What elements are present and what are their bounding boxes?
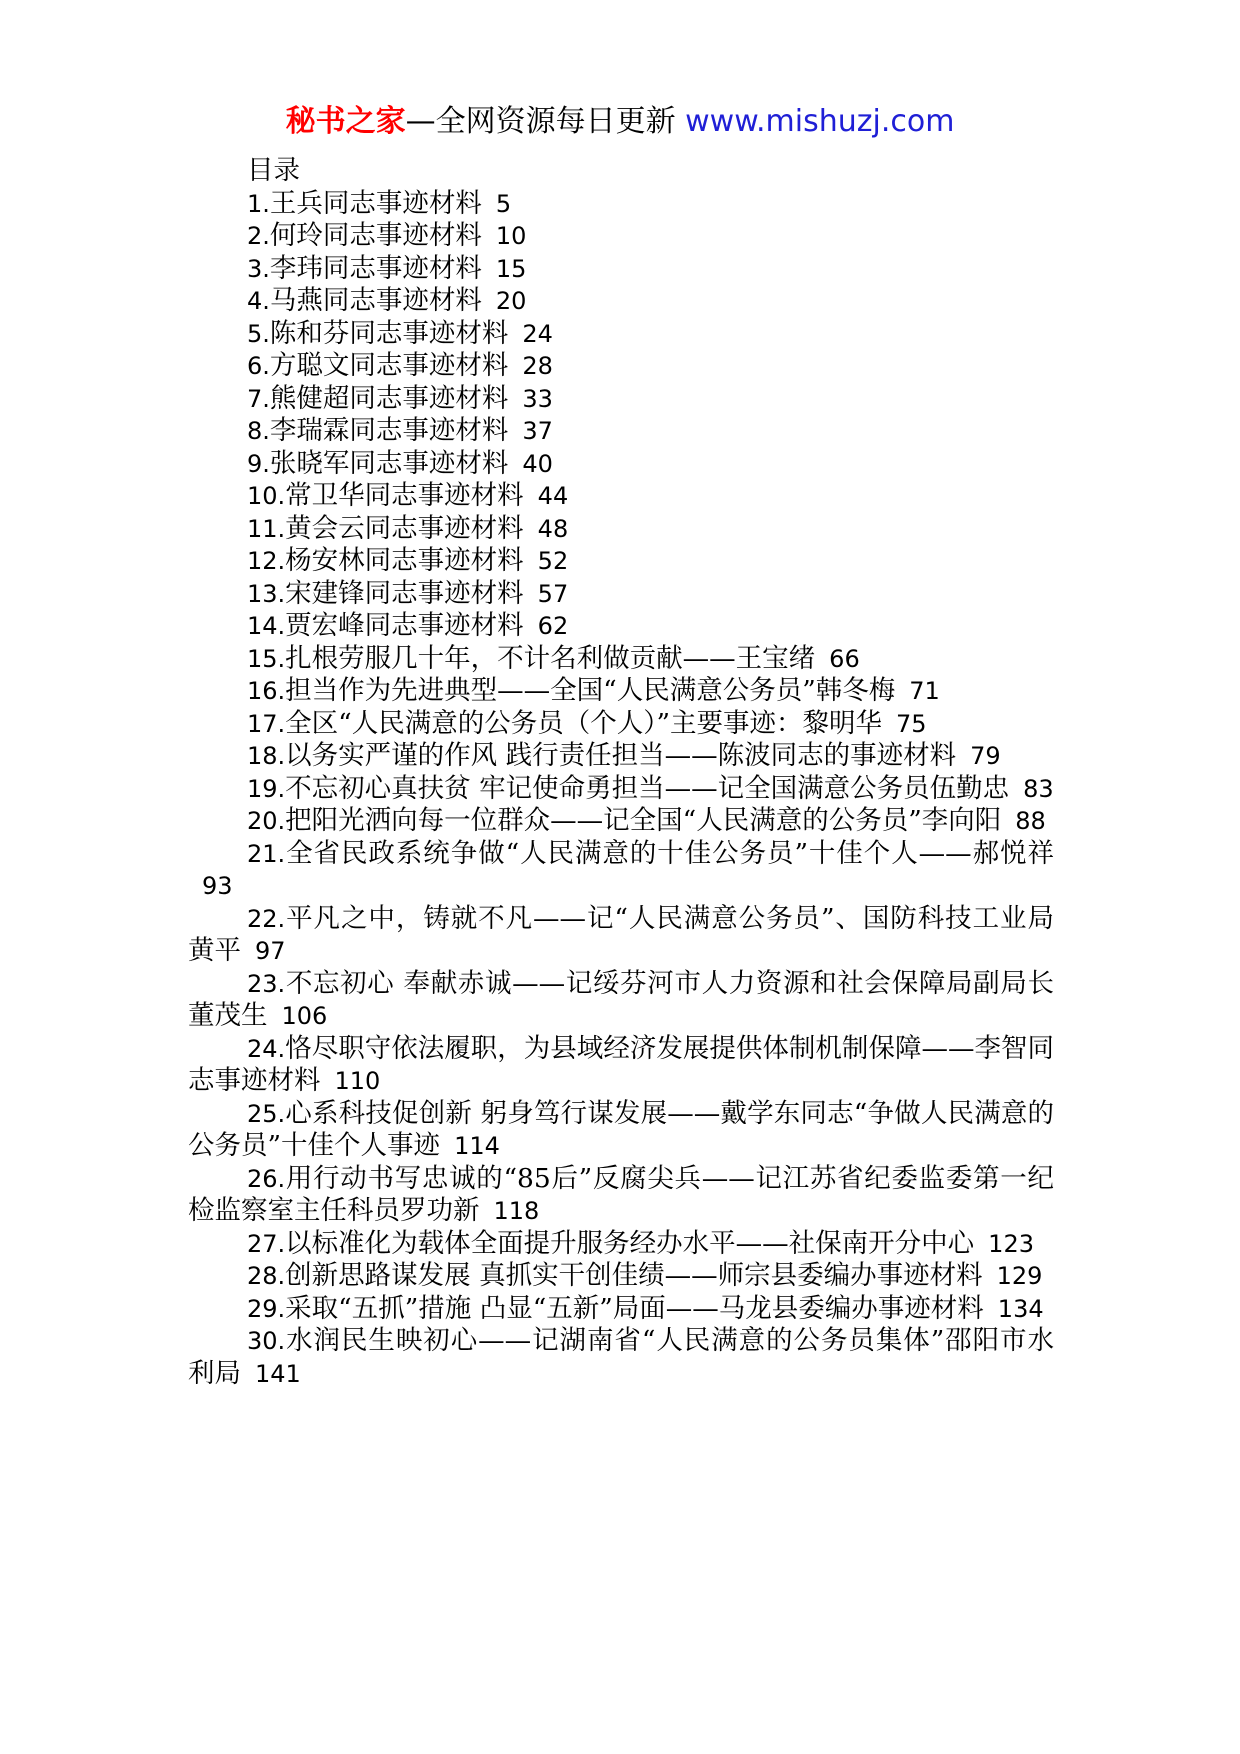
toc-item-title: 全省民政系统争做“人民满意的十佳公务员”十佳个人——郝悦祥 (285, 837, 1054, 869)
toc-item[interactable] (188, 513, 1054, 546)
toc-item-title: 扎根劳服几十年，不计名利做贡献——王宝绪 (285, 642, 816, 674)
toc-item-title: 水润民生映初心——记湖南省“人民满意的公务员集体”邵阳市水利局 (188, 1325, 1054, 1389)
toc-item-title: 创新思路谋发展 真抓实干创佳绩——师宗县委编办事迹材料 (285, 1260, 983, 1291)
toc-item-page: 71 (909, 677, 940, 705)
table-of-contents (188, 155, 1054, 1390)
toc-item-title: 心系科技促创新 躬身笃行谋发展——戴学东同志“争做人民满意的公务员”十佳个人事迹 (188, 1097, 1054, 1161)
toc-item-title: 张晓军同志事迹材料 (269, 447, 509, 479)
toc-item[interactable] (188, 968, 1054, 1033)
toc-item-number: 23. (247, 969, 286, 998)
toc-item-page: 62 (537, 612, 569, 640)
toc-item-page: 5 (495, 189, 512, 218)
toc-item[interactable] (188, 318, 1054, 351)
toc-item-number: 18. (247, 742, 286, 770)
toc-item-page: 15 (495, 254, 527, 283)
toc-item[interactable] (188, 578, 1054, 611)
toc-item-number: 22. (247, 904, 286, 933)
page-header (0, 102, 1240, 142)
toc-item-title: 恪尽职守依法履职，为县域经济发展提供体制机制保障——李智同志事迹材料 (188, 1032, 1054, 1096)
toc-item-page: 75 (896, 709, 927, 738)
toc-item-title: 平凡之中，铸就不凡——记“人民满意公务员”、国防科技工业局黄平 (188, 902, 1054, 966)
toc-item-title: 不忘初心 奉献赤诚——记绥芬河市人力资源和社会保障局副局长董茂生 (188, 967, 1054, 1031)
toc-item-title: 用行动书写忠诚的“85后”反腐尖兵——记江苏省纪委监委第一纪检监察室主任科员罗功新 (188, 1162, 1054, 1226)
toc-item[interactable] (188, 773, 1054, 806)
toc-item[interactable] (188, 1033, 1054, 1098)
toc-item-title: 李玮同志事迹材料 (269, 252, 482, 284)
toc-item-number: 24. (247, 1034, 286, 1063)
toc-item-number: 14. (247, 612, 286, 640)
toc-item[interactable] (188, 1163, 1054, 1228)
toc-item[interactable] (188, 285, 1054, 318)
toc-item-page: 88 (1015, 807, 1046, 835)
toc-item[interactable] (188, 1325, 1054, 1390)
toc-item-title: 宋建锋同志事迹材料 (285, 577, 524, 609)
toc-item-title: 马燕同志事迹材料 (269, 285, 482, 316)
toc-item-number: 17. (247, 709, 286, 738)
toc-item-page: 97 (255, 937, 286, 965)
toc-item-title: 陈和芬同志事迹材料 (269, 317, 509, 349)
toc-item[interactable] (188, 708, 1054, 741)
toc-item-number: 30. (247, 1327, 286, 1355)
toc-item-number: 7. (247, 384, 270, 413)
toc-item-page: 141 (255, 1359, 301, 1388)
toc-item-number: 12. (247, 547, 286, 575)
toc-item-title: 全区“人民满意的公务员（个人）”主要事迹：黎明华 (285, 707, 883, 739)
toc-item-page: 134 (997, 1294, 1044, 1323)
toc-item-number: 25. (247, 1099, 286, 1128)
toc-item-number: 16. (247, 677, 286, 705)
toc-item-number: 21. (247, 839, 286, 868)
toc-item-number: 20. (247, 807, 286, 835)
toc-item-title: 把阳光洒向每一位群众——记全国“人民满意的公务员”李向阳 (285, 805, 1002, 836)
toc-item-number: 6. (247, 352, 270, 380)
toc-item[interactable] (188, 480, 1054, 513)
toc-item-title: 王兵同志事迹材料 (269, 187, 482, 219)
toc-item[interactable] (188, 383, 1054, 416)
header-tagline: —全网资源每日更新 (405, 104, 676, 139)
toc-item-title: 李瑞霖同志事迹材料 (269, 415, 509, 446)
toc-item-title: 不忘初心真扶贫 牢记使命勇担当——记全国满意公务员伍勤忠 (285, 772, 1010, 804)
toc-item-number: 9. (247, 449, 270, 478)
toc-item-page: 48 (537, 514, 569, 543)
toc-item-title: 黄会云同志事迹材料 (285, 512, 524, 544)
toc-item-page: 79 (970, 742, 1001, 770)
toc-item-number: 13. (247, 579, 286, 608)
toc-item-page: 10 (495, 222, 527, 250)
toc-item-page: 33 (522, 384, 553, 413)
toc-item[interactable] (188, 675, 1054, 708)
toc-item[interactable] (188, 220, 1054, 253)
toc-item-title: 采取“五抓”措施 凸显“五新”局面——马龙县委编办事迹材料 (285, 1292, 984, 1324)
toc-item-title: 以标准化为载体全面提升服务经办水平——社保南开分中心 (285, 1227, 975, 1259)
toc-item-title: 贾宏峰同志事迹材料 (285, 610, 524, 641)
toc-item[interactable] (188, 643, 1054, 676)
toc-item[interactable] (188, 545, 1054, 578)
toc-item-title: 方聪文同志事迹材料 (269, 350, 509, 381)
toc-item-page: 123 (988, 1229, 1034, 1258)
toc-item-page: 28 (522, 352, 553, 380)
toc-item[interactable] (188, 838, 1054, 903)
toc-item-title: 以务实严谨的作风 践行责任担当——陈波同志的事迹材料 (285, 740, 957, 771)
toc-item-number: 15. (247, 644, 286, 673)
toc-item[interactable] (188, 253, 1054, 286)
toc-item-number: 5. (247, 319, 270, 348)
toc-item-page: 24 (522, 319, 553, 348)
toc-list (188, 188, 1054, 1391)
toc-item-title: 杨安林同志事迹材料 (285, 545, 524, 576)
toc-item[interactable] (188, 740, 1054, 773)
toc-item-page: 106 (281, 1002, 328, 1030)
toc-item[interactable] (188, 350, 1054, 383)
toc-item-page: 66 (829, 644, 860, 673)
toc-item-title: 担当作为先进典型——全国“人民满意公务员”韩冬梅 (285, 675, 896, 706)
toc-item-page: 83 (1023, 774, 1054, 803)
toc-item-number: 1. (247, 189, 270, 218)
toc-item-number: 27. (247, 1229, 286, 1258)
toc-item[interactable] (188, 805, 1054, 838)
toc-item-number: 3. (247, 254, 270, 283)
toc-item[interactable] (188, 1293, 1054, 1326)
toc-item[interactable] (188, 1098, 1054, 1163)
toc-item-page: 20 (495, 287, 527, 315)
toc-item-title: 何玲同志事迹材料 (269, 220, 482, 251)
toc-item-page: 44 (537, 482, 569, 510)
toc-item[interactable] (188, 1260, 1054, 1293)
toc-item-number: 2. (247, 222, 270, 250)
toc-item-page: 52 (537, 547, 569, 575)
toc-item-number: 28. (247, 1262, 286, 1290)
toc-item[interactable] (188, 188, 1054, 221)
toc-item-page: 37 (522, 417, 553, 445)
toc-item-title: 熊健超同志事迹材料 (269, 382, 509, 414)
toc-item[interactable] (188, 415, 1054, 448)
toc-item-page: 40 (522, 449, 553, 478)
toc-item[interactable] (188, 1228, 1054, 1261)
toc-item[interactable] (188, 448, 1054, 481)
toc-item-number: 11. (247, 514, 286, 543)
toc-item-number: 29. (247, 1294, 286, 1323)
toc-item-page: 93 (202, 872, 233, 900)
toc-item[interactable] (188, 903, 1054, 968)
site-url-link[interactable]: www.mishuzj.com (685, 104, 955, 139)
toc-item-title: 常卫华同志事迹材料 (285, 480, 524, 511)
toc-item-page: 110 (334, 1067, 381, 1095)
toc-item[interactable] (188, 610, 1054, 643)
toc-item-page: 57 (537, 579, 569, 608)
toc-item-number: 19. (247, 774, 286, 803)
toc-item-number: 4. (247, 287, 270, 315)
toc-item-page: 129 (996, 1262, 1043, 1290)
toc-item-page: 114 (454, 1132, 500, 1160)
toc-title: 目录 (247, 155, 300, 186)
toc-item-number: 10. (247, 482, 286, 510)
brand-name: 秘书之家 (285, 104, 406, 139)
toc-item-number: 26. (247, 1164, 286, 1193)
toc-item-number: 8. (247, 417, 270, 445)
toc-item-page: 118 (493, 1197, 540, 1225)
